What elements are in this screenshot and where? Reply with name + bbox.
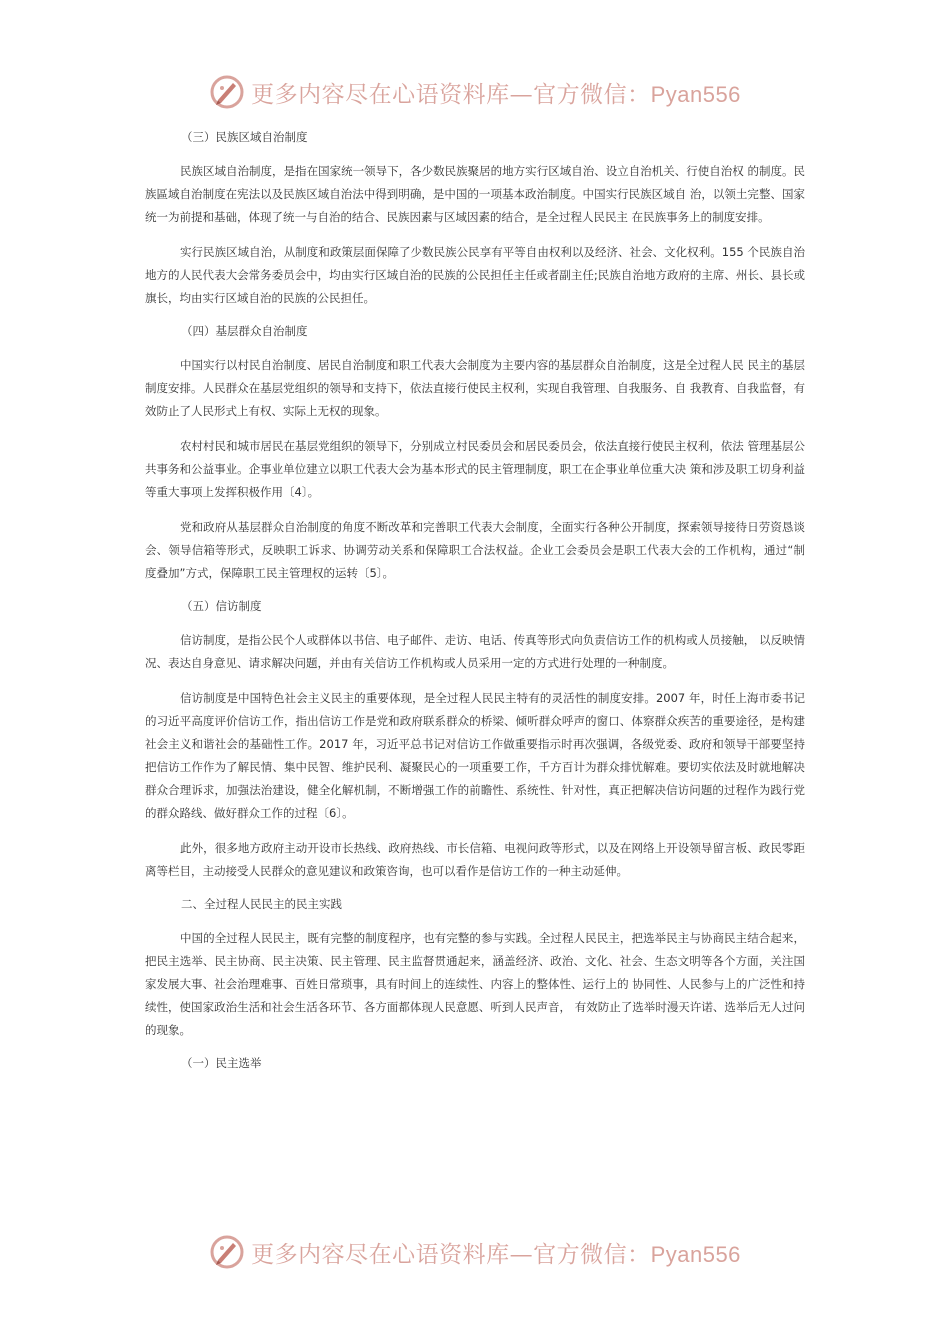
paragraph: 中国实行以村民自治制度、居民自治制度和职工代表大会制度为主要内容的基层群众自治制度，这是全过程人民 民主的基层制度安排。人民群众在基层党组织的领导和支持下，依法直接行使民主权利，实现自我管理、自我服务、自 我教育、自我监督，有效防止了人民形式上有权、实际上无权的现象。 [145, 358, 805, 418]
header-banner [0, 72, 950, 112]
paragraph: 此外，很多地方政府主动开设市长热线、政府热线、市长信箱、电视问政等形式，以及在网络上开设领导留言板、政民零距离等栏目，主动接受人民群众的意见建议和政策咨询，也可以看作是信访工作的一种主动延伸。 [145, 841, 805, 878]
banner-text: 更多内容尽在心语资料库—官方微信：Pyan556 [251, 81, 741, 108]
section-heading: （四）基层群众自治制度 [181, 324, 308, 338]
banner-text: 更多内容尽在心语资料库—官方微信：Pyan556 [251, 1241, 741, 1268]
paragraph: 信访制度，是指公民个人或群体以书信、电子邮件、走访、电话、传真等形式向负责信访工作的机构或人员接触， 以反映情况、表达自身意见、请求解决问题，并由有关信访工作机构或人员采用一定的方式进行处理的一种制度。 [145, 633, 805, 670]
paragraph: 农村村民和城市居民在基层党组织的领导下，分别成立村民委员会和居民委员会，依法直接行使民主权利，依法 管理基层公共事务和公益事业。企事业单位建立以职工代表大会为基本形式的民主管理制度，职工在企事业单位重大决 策和涉及职工切身利益等重大事项上发挥积极作用〔4〕。 [145, 439, 805, 499]
section-heading: （三）民族区域自治制度 [181, 130, 308, 144]
paragraph: 实行民族区域自治，从制度和政策层面保障了少数民族公民享有平等自由权利以及经济、社会、文化权利。155 个民族自治地方的人民代表大会常务委员会中，均由实行区域自治的民族的公民担任主任或者副主任;民族自治地方政府的主席、州长、县长或旗长，均由实行区域自治的民族的公民担任。 [145, 245, 805, 305]
paragraph: 民族区域自治制度，是指在国家统一领导下，各少数民族聚居的地方实行区域自治、设立自治机关、行使自治权 的制度。民族區域自治制度在宪法以及民族区域自治法中得到明确，是中国的一项基本政治制度。中国实行民族区域自 治，以领土完整、国家统一为前提和基础，体现了统一与自治的结合、民族因素与区域因素的结合，是全过程人民民主 在民族事务上的制度安排。 [145, 164, 805, 224]
section-heading: （一）民主选举 [181, 1056, 262, 1070]
paragraph: 中国的全过程人民民主，既有完整的制度程序，也有完整的参与实践。全过程人民民主，把选举民主与协商民主结合起来，把民主选举、民主协商、民主决策、民主管理、民主监督贯通起来，涵盖经济、政治、文化、社会、生态文明等各个方面，关注国家发展大事、社会治理难事、百姓日常琐事，具有时间上的连续性、内容上的整体性、运行上的 协同性、人民参与上的广泛性和持续性，使国家政治生活和社会生活各环节、各方面都体现人民意愿、听到人民声音， 有效防止了选举时漫天许诺、选举后无人过问的现象。 [145, 931, 805, 1037]
article-body [145, 128, 805, 1086]
section-heading: 二、全过程人民民主的民主实践 [181, 897, 342, 911]
wechat-id: Pyan556 [650, 81, 741, 107]
paragraph: 信访制度是中国特色社会主义民主的重要体现，是全过程人民民主特有的灵活性的制度安排。2007 年，时任上海市委书记的习近平高度评价信访工作，指出信访工作是党和政府联系群众的桥梁、倾听群众呼声的窗口、体察群众疾苦的重要途径，是构建社会主义和谐社会的基础性工作。2017 年，习近平总书记对信访工作做重要指示时再次强调，各级党委、政府和领导干部要坚持把信访工作作为了解民情、集中民智、维护民利、凝聚民心的一项重要工作，千方百计为群众排忧解难。要切实依法及时就地解决群众合理诉求，加强法治建设，健全化解机制，不断增强工作的前瞻性、系统性、针对性，真正把解决信访问题的过程作为践行党的群众路线、做好群众工作的过程〔6〕。 [145, 691, 805, 820]
paragraph: 党和政府从基层群众自治制度的角度不断改革和完善职工代表大会制度，全面实行各种公开制度，探索领导接待日劳资恳谈会、领导信箱等形式，反映职工诉求、协调劳动关系和保障职工合法权益。企业工会委员会是职工代表大会的工作机构，通过“制度叠加”方式，保障职工民主管理权的运转〔5〕。 [145, 520, 805, 580]
footer-banner [0, 1232, 950, 1272]
wechat-id: Pyan556 [650, 1241, 741, 1267]
pen-and-scroll-logo-icon [209, 1234, 245, 1270]
pen-and-scroll-logo-icon [209, 74, 245, 110]
section-heading: （五）信访制度 [181, 599, 262, 613]
